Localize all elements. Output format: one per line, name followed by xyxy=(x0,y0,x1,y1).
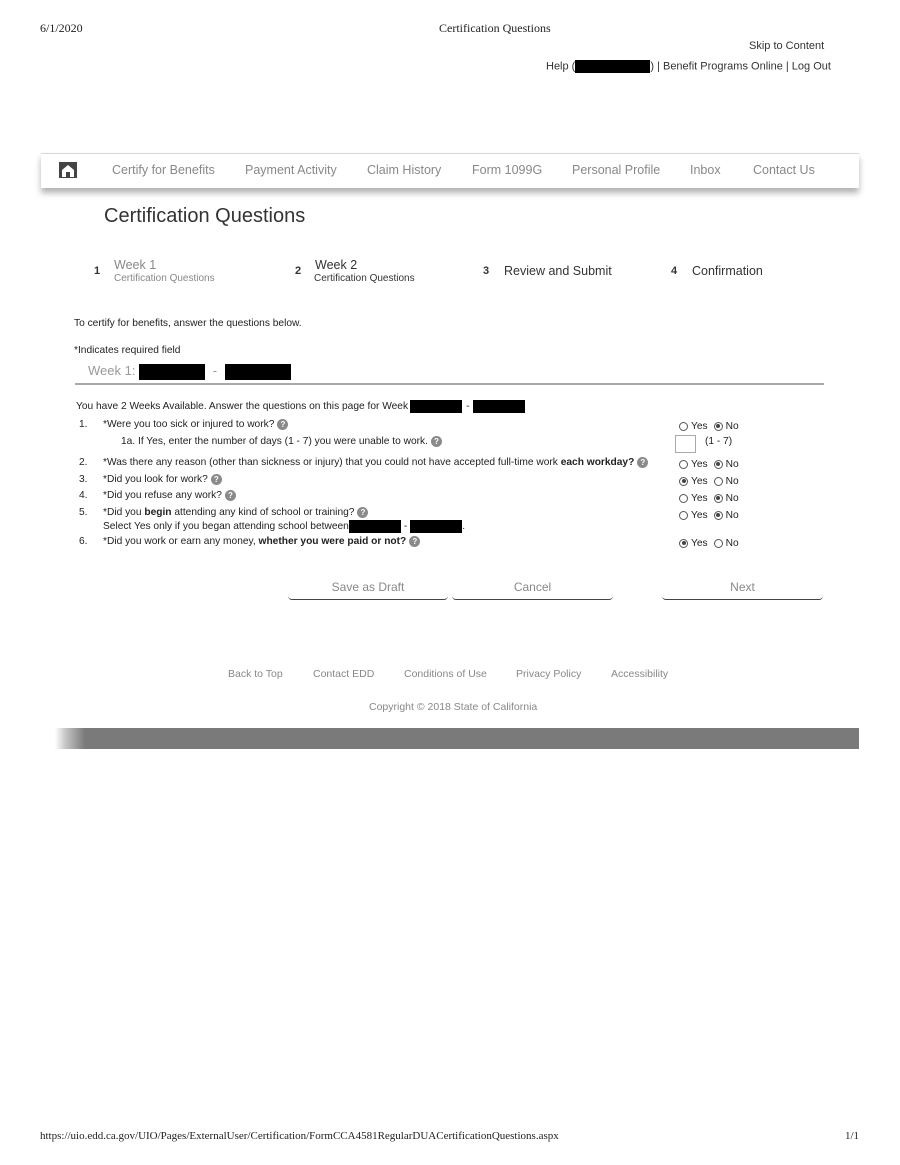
question-5-no-radio[interactable] xyxy=(714,511,723,520)
available-dash: - xyxy=(466,401,470,413)
question-1 xyxy=(103,419,288,430)
question-6-no-label: No xyxy=(725,538,739,549)
redacted-block xyxy=(139,364,205,380)
question-6-text: *Did you work or earn any money, xyxy=(103,536,259,548)
nav-claim-history[interactable]: Claim History xyxy=(367,163,442,177)
question-4-yes-radio[interactable] xyxy=(679,494,688,503)
question-1-text: *Were you too sick or injured to work? xyxy=(103,419,275,431)
question-5-number: 5. xyxy=(79,507,88,518)
question-5-yes-radio[interactable] xyxy=(679,511,688,520)
question-2-no-radio[interactable] xyxy=(714,460,723,469)
redacted-block xyxy=(410,520,462,533)
footer-bar xyxy=(55,728,859,749)
question-5-note-text: Select Yes only if you began attending school between xyxy=(103,521,349,533)
footer-conditions-of-use[interactable]: Conditions of Use xyxy=(404,668,487,680)
skip-to-content-link[interactable]: Skip to Content xyxy=(749,40,825,52)
required-asterisk: * xyxy=(74,345,78,356)
question-5-text-c: attending any kind of school or training? xyxy=(171,507,355,519)
question-6 xyxy=(103,536,420,547)
question-3-yes-radio[interactable] xyxy=(679,477,688,486)
question-5-yes-label: Yes xyxy=(691,510,708,521)
question-1-yes-label: Yes xyxy=(691,421,708,432)
question-6-no-radio[interactable] xyxy=(714,539,723,548)
week-dash: - xyxy=(212,363,218,378)
question-1a xyxy=(121,436,442,447)
question-3 xyxy=(103,474,222,485)
question-3-yes-label: Yes xyxy=(691,476,708,487)
question-5-radios xyxy=(679,510,739,521)
question-5-emphasis: begin xyxy=(144,507,172,519)
redacted-block xyxy=(349,520,401,533)
home-icon[interactable] xyxy=(59,162,77,183)
utility-links[interactable]: ) | Benefit Programs Online | Log Out xyxy=(650,60,831,73)
print-url: https://uio.edd.ca.gov/UIO/Pages/ExternalUser/Certification/FormCCA4581RegularDUACertificationQuestions.aspx xyxy=(40,1130,559,1142)
nav-personal-profile[interactable]: Personal Profile xyxy=(572,163,661,177)
week-divider xyxy=(75,383,824,385)
print-page-number: 1/1 xyxy=(845,1130,860,1142)
question-4-number: 4. xyxy=(79,490,88,501)
footer-contact-edd[interactable]: Contact EDD xyxy=(313,668,375,680)
save-as-draft-button[interactable]: Save as Draft xyxy=(288,578,448,600)
question-2-yes-radio[interactable] xyxy=(679,460,688,469)
nav-inbox[interactable]: Inbox xyxy=(690,163,721,177)
week-heading xyxy=(88,363,291,380)
nav-certify-for-benefits[interactable]: Certify for Benefits xyxy=(112,163,215,177)
step-2-number: 2 xyxy=(295,265,302,277)
question-5-text-a: *Did you xyxy=(103,507,145,519)
redacted-block xyxy=(473,400,525,413)
question-1-number: 1. xyxy=(79,419,88,430)
help-icon[interactable]: ? xyxy=(225,490,236,501)
step-4-number: 4 xyxy=(671,265,678,277)
question-3-no-radio[interactable] xyxy=(714,477,723,486)
question-3-number: 3. xyxy=(79,474,88,485)
question-1-radios xyxy=(679,421,739,432)
question-6-yes-radio[interactable] xyxy=(679,539,688,548)
question-4-yes-label: Yes xyxy=(691,493,708,504)
step-3-number: 3 xyxy=(483,265,490,277)
available-weeks-text xyxy=(76,400,525,413)
question-5 xyxy=(103,507,368,518)
question-1-no-label: No xyxy=(725,421,739,432)
step-2-title: Week 2 xyxy=(315,258,358,272)
copyright: Copyright © 2018 State of California xyxy=(369,701,538,713)
question-6-emphasis: whether you were paid or not? xyxy=(258,536,407,548)
help-link[interactable]: Help ( xyxy=(546,60,576,73)
question-3-no-label: No xyxy=(725,476,739,487)
question-5-no-label: No xyxy=(725,510,739,521)
available-weeks-label: You have 2 Weeks Available. Answer the questions on this page for Week xyxy=(76,401,409,413)
redacted-block xyxy=(575,60,650,73)
print-title: Certification Questions xyxy=(439,21,551,35)
required-note-text: Indicates required field xyxy=(77,345,181,356)
question-2-emphasis: each workday? xyxy=(560,457,635,469)
help-icon[interactable]: ? xyxy=(409,536,420,547)
question-6-number: 6. xyxy=(79,536,88,547)
question-2-no-label: No xyxy=(725,459,739,470)
question-4-no-radio[interactable] xyxy=(714,494,723,503)
step-1-number: 1 xyxy=(94,265,101,277)
question-2-radios xyxy=(679,459,739,470)
question-2-number: 2. xyxy=(79,457,88,468)
footer-privacy-policy[interactable]: Privacy Policy xyxy=(516,668,582,680)
top-utility-links xyxy=(546,60,831,73)
step-1-title: Week 1 xyxy=(114,258,157,272)
redacted-block xyxy=(225,364,291,380)
question-5-dash: - xyxy=(403,521,408,533)
print-date: 6/1/2020 xyxy=(40,21,83,35)
question-4 xyxy=(103,490,236,501)
help-icon[interactable]: ? xyxy=(637,457,648,468)
question-4-text: *Did you refuse any work? xyxy=(103,490,222,502)
sick-days-range-hint: (1 - 7) xyxy=(705,436,733,447)
footer-back-to-top[interactable]: Back to Top xyxy=(228,668,283,680)
intro-text: To certify for benefits, answer the questions below. xyxy=(74,318,302,329)
question-6-yes-label: Yes xyxy=(691,538,708,549)
cancel-button[interactable]: Cancel xyxy=(452,578,613,600)
step-4-title: Confirmation xyxy=(692,264,763,278)
help-icon[interactable]: ? xyxy=(211,474,222,485)
question-2-text: *Was there any reason (other than sickness or injury) that you could not have accepted full-time work xyxy=(103,457,561,469)
footer-accessibility[interactable]: Accessibility xyxy=(611,668,669,680)
sick-days-input[interactable] xyxy=(675,435,696,453)
question-6-radios xyxy=(679,538,739,549)
help-icon[interactable]: ? xyxy=(357,507,368,518)
step-2-subtitle: Certification Questions xyxy=(314,273,415,284)
question-1a-text: 1a. If Yes, enter the number of days (1 - 7) you were unable to work. xyxy=(121,436,428,448)
redacted-block xyxy=(410,400,462,413)
step-1-subtitle: Certification Questions xyxy=(114,273,215,284)
question-3-radios xyxy=(679,476,739,487)
question-3-text: *Did you look for work? xyxy=(103,474,208,486)
nav-form-1099g[interactable]: Form 1099G xyxy=(472,163,543,177)
week-label: Week 1: xyxy=(88,363,136,378)
question-4-radios xyxy=(679,493,739,504)
nav-payment-activity[interactable]: Payment Activity xyxy=(245,163,337,177)
next-button[interactable]: Next xyxy=(662,578,823,600)
help-icon[interactable]: ? xyxy=(277,419,288,430)
step-3-title: Review and Submit xyxy=(504,264,612,278)
nav-contact-us[interactable]: Contact Us xyxy=(753,163,815,177)
question-2 xyxy=(103,457,648,468)
question-1-yes-radio[interactable] xyxy=(679,422,688,431)
question-5-note: Select Yes only if you began attending school between - . xyxy=(103,521,466,533)
question-4-no-label: No xyxy=(725,493,739,504)
page-title: Certification Questions xyxy=(104,205,306,227)
main-nav xyxy=(41,153,859,188)
help-icon[interactable]: ? xyxy=(431,436,442,447)
question-2-yes-label: Yes xyxy=(691,459,708,470)
required-note xyxy=(74,345,180,356)
question-1-no-radio[interactable] xyxy=(714,422,723,431)
